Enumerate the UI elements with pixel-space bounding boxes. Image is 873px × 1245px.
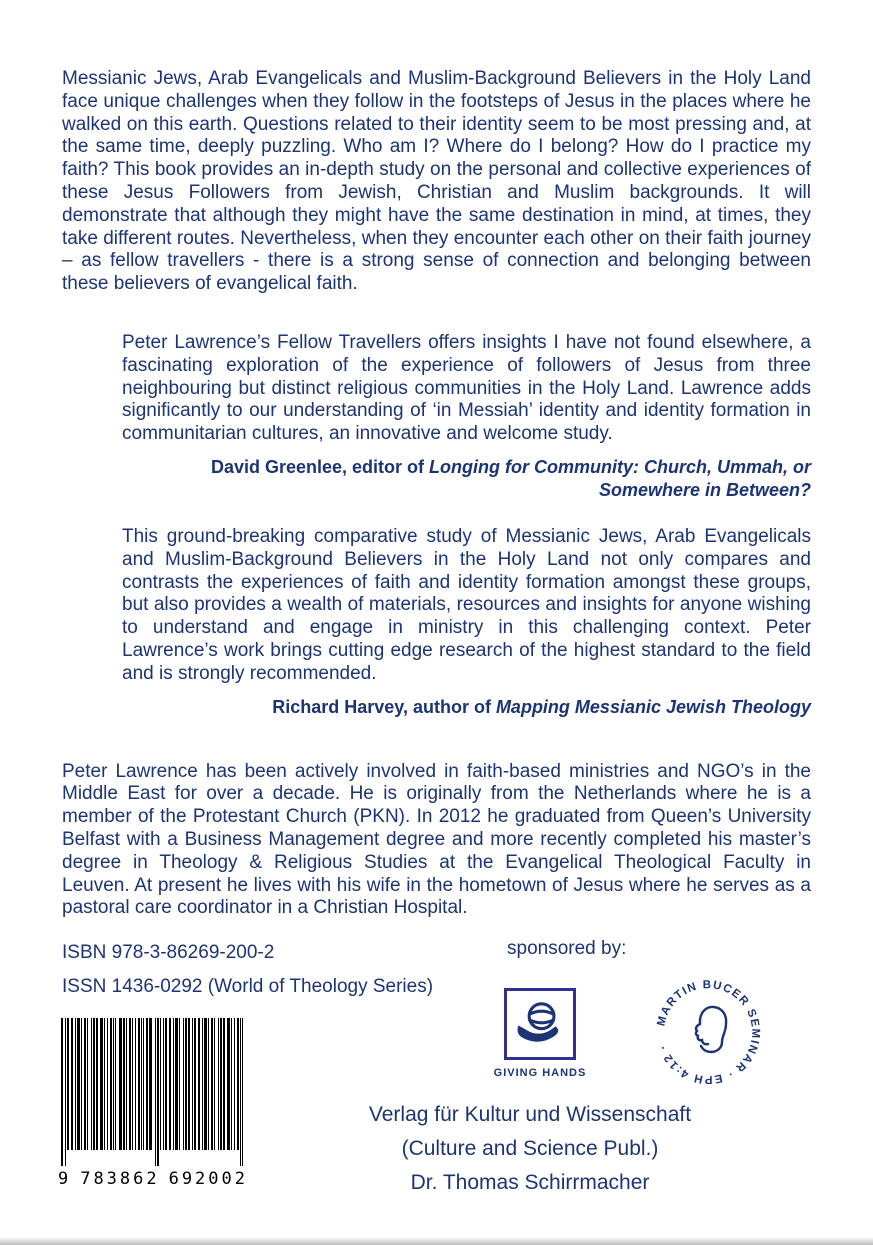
sponsored-by-label: sponsored by: — [507, 938, 627, 959]
barcode — [58, 1018, 250, 1189]
giving-hands-logo — [485, 988, 595, 1079]
endorsed-work-title: Longing for Community: Church, Ummah, or Somewhere in Between? — [429, 456, 811, 500]
barcode-digit-group: 9 — [58, 1169, 72, 1189]
endorsement-greenlee — [122, 332, 811, 502]
martin-bucer-ring-text: MARTIN BUCER SEMINAR · EPH 4:12 · — [655, 980, 762, 1086]
isbn-number: ISBN 978-3-86269-200-2 — [62, 942, 275, 963]
barcode-digit-group: 783862 — [80, 1169, 160, 1189]
martin-bucer-seal — [650, 980, 766, 1096]
endorsement-text: This ground-breaking comparative study of Messianic Jews, Arab Evangelicals and Muslim-Background Believers in the Holy Land not only compares and contrasts the experiences of faith and identity formation amongst these groups, but also provides a wealth of materials, resources and insights for anyone wishing to understand and engage in ministry in this challenging context. Peter Lawrence’s work brings cutting edge research of the highest standard to the field and is strongly recommended. — [122, 526, 811, 684]
endorsement-harvey — [122, 526, 811, 719]
publisher-name-english: (Culture and Science Publ.) — [401, 1137, 659, 1160]
identifier-block — [62, 936, 433, 1004]
giving-hands-icon — [504, 988, 576, 1060]
endorsed-work-title: Mapping Messianic Jewish Theology — [495, 696, 811, 717]
page-edge-shadow — [0, 1237, 873, 1245]
endorsement-text: Peter Lawrence’s Fellow Travellers offers insights I have not found elsewhere, a fascinating exploration of the experience of followers of Jesus from three neighbouring but distinct religious communities in the Holy Land. Lawrence adds significantly to our understanding of ‘in Messiah’ identity and identity formation in communitarian cultures, an innovative and welcome study. — [122, 331, 811, 445]
endorsement-attribution — [122, 696, 811, 719]
endorser-name: David Greenlee, editor of — [210, 456, 430, 477]
svg-text:MARTIN BUCER SEMINAR · EPH 4:1 — [655, 980, 761, 1085]
issn-number: ISSN 1436-0292 (World of Theology Series) — [62, 976, 434, 997]
publisher-block — [330, 1098, 730, 1200]
giving-hands-caption: GIVING HANDS — [493, 1067, 587, 1079]
profile-face-icon — [696, 1007, 726, 1052]
barcode-digit-group: 692002 — [168, 1169, 248, 1189]
synopsis-paragraph: Messianic Jews, Arab Evangelicals and Muslim-Background Believers in the Holy Land face unique challenges when they follow in the footsteps of Jesus in the places where he walked on this earth. Questions related to their identity seem to be most pressing and, at the same time, deeply puzzling. Who am I? Where do I belong? How do I practice my faith? This book provides an in-depth study on the personal and collective experiences of these Jesus Followers from Jewish, Christian and Muslim backgrounds. It will demonstrate that although they might have the same destination in mind, at times, they take different routes. Nevertheless, when they encounter each other on their faith journey – as fellow travellers - there is a strong sense of connection and belonging between these believers of evangelical faith. — [62, 68, 811, 295]
endorser-name: Richard Harvey, author of — [272, 696, 496, 717]
barcode-bars — [58, 1018, 250, 1168]
publisher-name-german: Verlag für Kultur und Wissenschaft — [368, 1103, 692, 1126]
publisher-person: Dr. Thomas Schirrmacher — [410, 1171, 650, 1194]
barcode-digits — [58, 1168, 250, 1189]
endorsement-attribution — [122, 456, 811, 502]
author-bio: Peter Lawrence has been actively involved in faith-based ministries and NGO’s in the Middle East for over a decade. He is originally from the Netherlands where he is a member of the Protestant Church (PKN). In 2012 he graduated from Queen’s University Belfast with a Business Management degree and more recently completed his master’s degree in Theology & Religious Studies at the Evangelical Theological Faculty in Leuven. At present he lives with his wife in the hometown of Jesus where he serves as a pastoral care coordinator in a Christian Hospital. — [62, 760, 811, 919]
